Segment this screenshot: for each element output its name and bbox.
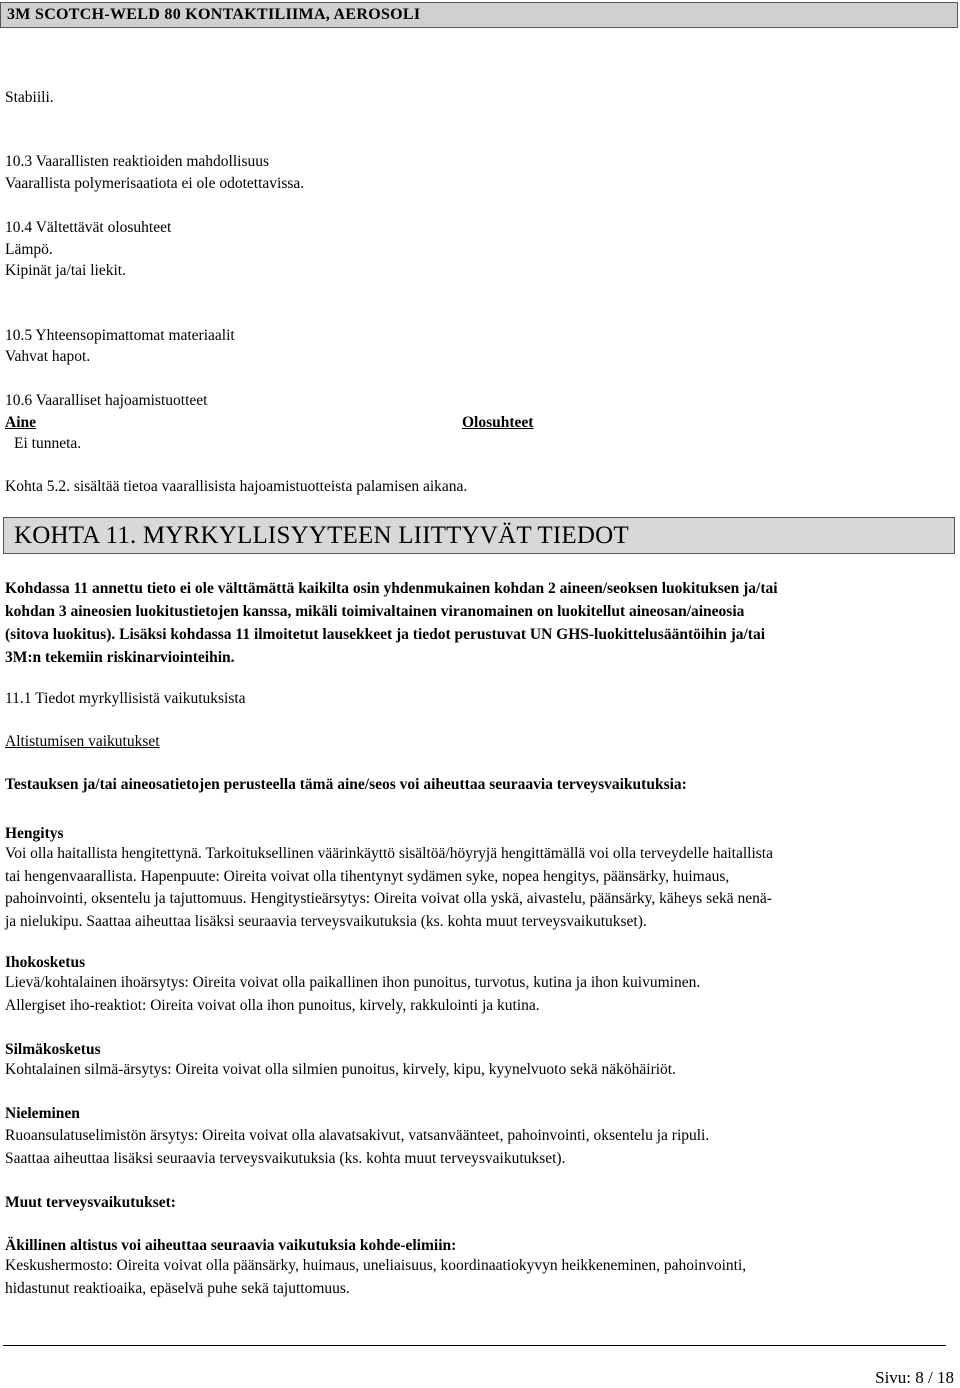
eye-contact-text xyxy=(5,1059,950,1082)
inhalation-text xyxy=(5,843,950,933)
exposure-effects-heading: Altistumisen vaikutukset xyxy=(5,733,160,750)
page-number: Sivu: 8 / 18 xyxy=(875,1368,954,1387)
item-10-4: Lämpö. xyxy=(5,241,53,258)
column-header-substance: Aine xyxy=(5,414,36,431)
heading-11-1: 11.1 Tiedot myrkyllisistä vaikutuksista xyxy=(5,690,246,707)
other-effects-heading: Muut terveysvaikutukset: xyxy=(5,1194,176,1211)
footer-divider xyxy=(3,1345,946,1346)
intro-line: Kohdassa 11 annettu tieto ei ole välttämättä kaikilta osin yhdenmukainen kohdan 2 aineen/seoksen luokituksen ja/tai xyxy=(5,580,778,597)
section-11-header xyxy=(3,517,955,554)
note-10-6: Kohta 5.2. sisältää tietoa vaarallisista hajoamistuotteista palamisen aikana. xyxy=(5,478,468,495)
eye-contact-heading: Silmäkosketus xyxy=(5,1041,101,1058)
acute-exposure-heading: Äkillinen altistus voi aiheuttaa seuraavia vaikutuksia kohde-elimiin: xyxy=(5,1237,457,1254)
product-title: 3M SCOTCH-WELD 80 KONTAKTILIIMA, AEROSOLI xyxy=(7,6,421,23)
item-10-4: Kipinät ja/tai liekit. xyxy=(5,262,126,279)
testing-heading: Testauksen ja/tai aineosatietojen perusteella tämä aine/seos voi aiheuttaa seuraavia terveysvaikutuksia: xyxy=(5,776,687,793)
heading-10-5: 10.5 Yhteensopimattomat materiaalit xyxy=(5,327,235,344)
skin-line: Allergiset iho-reaktiot: Oireita voivat olla ihon punoitus, kirvely, rakkulointi ja kutina. xyxy=(5,996,540,1014)
acute-exposure-text xyxy=(5,1255,950,1300)
ingestion-line: Saattaa aiheuttaa lisäksi seuraavia terveysvaikutuksia (ks. kohta muut terveysvaikutukset). xyxy=(5,1149,566,1167)
intro-line: (sitova luokitus). Lisäksi kohdassa 11 ilmoitetut lausekkeet ja tiedot perustuvat UN GHS-luokittelusääntöihin ja/tai xyxy=(5,626,766,643)
ingestion-line: Ruoansulatuselimistön ärsytys: Oireita voivat olla alavatsakivut, vatsanväänteet, pahoinvointi, oksentelu ja ripuli. xyxy=(5,1127,710,1144)
skin-line: Lievä/kohtalainen ihoärsytys: Oireita voivat olla paikallinen ihon punoitus, turvotus, kutina ja ihon kuivuminen. xyxy=(5,974,701,991)
inhalation-line: ja nielukipu. Saattaa aiheuttaa lisäksi seuraavia terveysvaikutuksia (ks. kohta muut terveysvaikutukset). xyxy=(5,912,647,930)
section-11-intro xyxy=(5,577,950,669)
document-header xyxy=(0,2,958,28)
inhalation-line: Voi olla haitallista hengitettynä. Tarkoituksellinen väärinkäyttö sisältöä/höyryjä hengittämällä voi olla terveydelle haitallista xyxy=(5,845,773,862)
intro-line: kohdan 3 aineosien luokitustietojen kanssa, mikäli toimivaltainen viranomainen on luokitellut aineosan/aineosia xyxy=(5,603,745,620)
heading-10-4: 10.4 Vältettävät olosuhteet xyxy=(5,219,172,236)
acute-line: hidastunut reaktioaika, epäselvä puhe sekä tajuttomuus. xyxy=(5,1279,350,1297)
section-11-title: KOHTA 11. MYRKYLLISYYTEEN LIITTYVÄT TIEDOT xyxy=(14,522,629,549)
intro-line: 3M:n tekemiin riskinarviointeihin. xyxy=(5,649,235,666)
acute-line: Keskushermosto: Oireita voivat olla päänsärky, huimaus, uneliaisuus, koordinaatiokyvyn heikkeneminen, pahoinvointi, xyxy=(5,1257,747,1274)
skin-contact-heading: Ihokosketus xyxy=(5,954,86,971)
heading-10-6: 10.6 Vaaralliset hajoamistuotteet xyxy=(5,392,208,409)
text-10-5: Vahvat hapot. xyxy=(5,348,91,365)
text-10-3: Vaarallista polymerisaatiota ei ole odotettavissa. xyxy=(5,175,305,192)
table-row: Ei tunneta. xyxy=(14,435,82,452)
ingestion-heading: Nieleminen xyxy=(5,1105,80,1122)
skin-contact-text xyxy=(5,972,950,1017)
eye-line: Kohtalainen silmä-ärsytys: Oireita voivat olla silmien punoitus, kirvely, kipu, kyynelvuoto sekä näköhäiriöt. xyxy=(5,1061,676,1078)
ingestion-text xyxy=(5,1125,950,1170)
heading-10-3: 10.3 Vaarallisten reaktioiden mahdollisuus xyxy=(5,153,270,170)
stability-text: Stabiili. xyxy=(5,89,54,106)
inhalation-line: pahoinvointi, oksentelu ja tajuttomuus. Hengitystieärsytys: Oireita voivat olla yskä, aivastelu, päänsärky, käheys sekä nenä- xyxy=(5,890,772,907)
inhalation-heading: Hengitys xyxy=(5,825,64,842)
inhalation-line: tai hengenvaarallista. Hapenpuute: Oireita voivat olla tihentynyt sydämen syke, nopea hengitys, päänsärky, huimaus, xyxy=(5,867,730,885)
column-header-conditions: Olosuhteet xyxy=(462,414,534,431)
